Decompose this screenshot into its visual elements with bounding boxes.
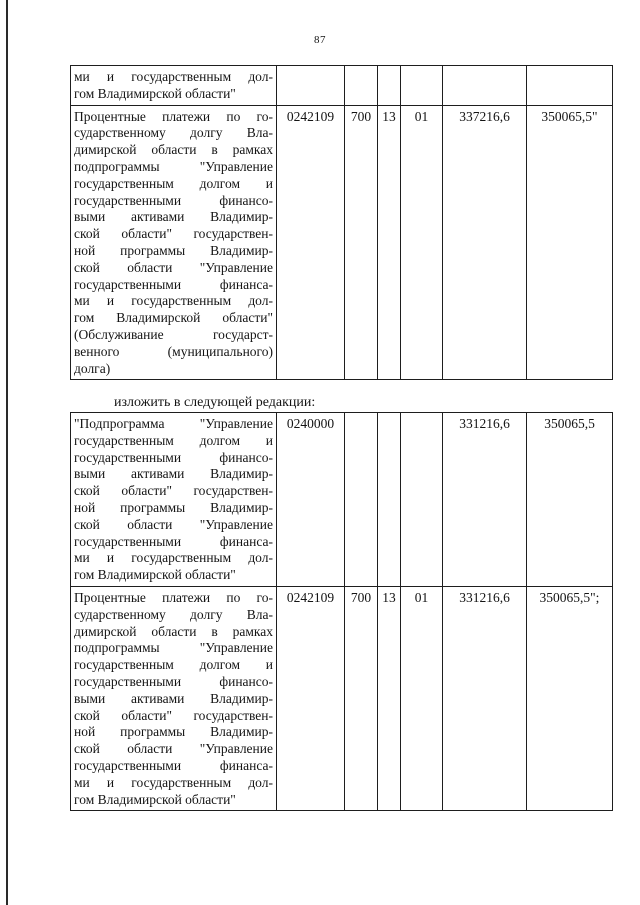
description-line: ной программы Владимир- [74, 499, 273, 515]
description-line: (Обслуживание государст- [74, 326, 273, 342]
description-line: гом Владимирской области" [74, 791, 236, 807]
description-line: димирской области в рамках [74, 623, 273, 639]
description-line: ной программы Владимир- [74, 724, 273, 740]
expense-type-code: 700 [345, 586, 378, 810]
row-description [71, 413, 277, 587]
description-line: димирской области в рамках [74, 142, 273, 158]
table-row [71, 586, 613, 810]
target-article-code: 0240000 [277, 413, 345, 587]
subsection-code: 01 [401, 105, 443, 380]
target-article-code [277, 66, 345, 106]
subsection-code [401, 66, 443, 106]
amount-year-2: 350065,5"; [527, 586, 613, 810]
section-code: 13 [378, 586, 401, 810]
description-line: Процентные платежи по го- [74, 108, 273, 124]
description-line: государственными финанса- [74, 276, 273, 292]
description-line: государственными финансо- [74, 449, 273, 465]
amount-year-1 [443, 66, 527, 106]
row-description [71, 586, 277, 810]
description-line: государственными финанса- [74, 757, 273, 773]
budget-table-top [70, 65, 613, 380]
expense-type-code [345, 413, 378, 587]
description-line: подпрограммы "Управление [74, 640, 273, 656]
description-line: подпрограммы "Управление [74, 158, 273, 174]
description-line: ми и государственным дол- [74, 774, 273, 790]
description-line: ми и государственным дол- [74, 293, 273, 309]
row-description [71, 105, 277, 380]
amount-year-2: 350065,5 [527, 413, 613, 587]
subsection-code: 01 [401, 586, 443, 810]
description-line: государственными финансо- [74, 192, 273, 208]
amount-year-2: 350065,5" [527, 105, 613, 380]
description-line: государственными финансо- [74, 673, 273, 689]
section-code: 13 [378, 105, 401, 380]
table-row [71, 105, 613, 380]
description-line: ми и государственным дол- [74, 550, 273, 566]
description-line: венного (муниципального) [74, 343, 273, 359]
expense-type-code [345, 66, 378, 106]
description-line: ской области" государствен- [74, 226, 273, 242]
description-line: государственным долгом и [74, 175, 273, 191]
description-line: гом Владимирской области" [74, 85, 236, 101]
amount-year-1: 337216,6 [443, 105, 527, 380]
amount-year-1: 331216,6 [443, 586, 527, 810]
description-line: выми активами Владимир- [74, 690, 273, 706]
target-article-code: 0242109 [277, 586, 345, 810]
row-description [71, 66, 277, 106]
description-line: выми активами Владимир- [74, 466, 273, 482]
description-line: ми и государственным дол- [74, 69, 273, 84]
description-line: сударственному долгу Вла- [74, 606, 273, 622]
description-line: гом Владимирской области" [74, 567, 236, 583]
subsection-code [401, 413, 443, 587]
table-row [71, 413, 613, 587]
section-code [378, 66, 401, 106]
instruction-text: изложить в следующей редакции: [114, 395, 316, 410]
description-line: "Подпрограмма "Управление [74, 416, 273, 431]
description-line: государственными финанса- [74, 533, 273, 549]
description-line: ской области" государствен- [74, 483, 273, 499]
amount-year-1: 331216,6 [443, 413, 527, 587]
description-line: ской области "Управление [74, 516, 273, 532]
section-code [378, 413, 401, 587]
description-line: ной программы Владимир- [74, 242, 273, 258]
description-line: долга) [74, 360, 111, 376]
description-line: государственным долгом и [74, 432, 273, 448]
description-line: ской области" государствен- [74, 707, 273, 723]
description-line: Процентные платежи по го- [74, 589, 273, 605]
description-line: ской области "Управление [74, 741, 273, 757]
scan-edge-line [6, 0, 8, 905]
page-number: 87 [314, 34, 326, 46]
amount-year-2 [527, 66, 613, 106]
table-row [71, 66, 613, 106]
target-article-code: 0242109 [277, 105, 345, 380]
description-line: выми активами Владимир- [74, 209, 273, 225]
description-line: ской области "Управление [74, 259, 273, 275]
expense-type-code: 700 [345, 105, 378, 380]
description-line: гом Владимирской области" [74, 310, 273, 326]
description-line: сударственному долгу Вла- [74, 125, 273, 141]
budget-table-bottom [70, 412, 613, 811]
description-line: государственным долгом и [74, 657, 273, 673]
